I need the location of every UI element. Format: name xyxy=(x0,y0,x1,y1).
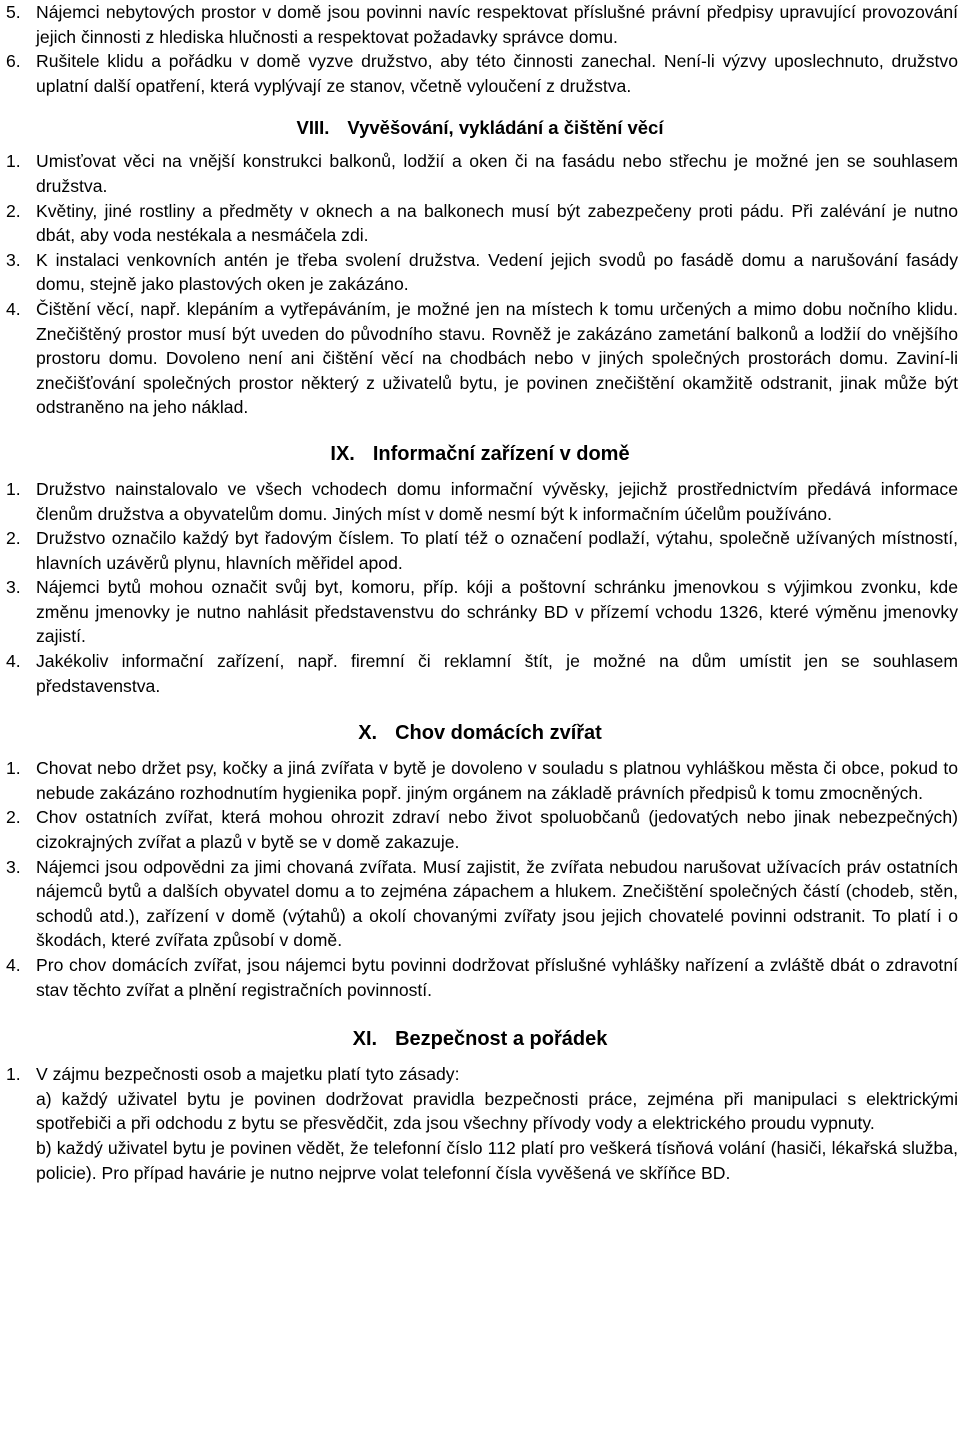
item-text: Družstvo označilo každý byt řadovým číslem. To platí též o označení podlaží, výtahu, společně užívaných místností, hlavních uzávěrů plynu, hlavních měřidel apod. xyxy=(36,528,958,573)
paragraph-item xyxy=(0,953,960,1002)
item-number: 4. xyxy=(6,651,21,672)
item-number: 1. xyxy=(6,478,21,499)
item-text: K instalaci venkovních antén je třeba svolení družstva. Vedení jejich svodů po fasádě domu a narušování fasády domu, stejně jako plastových oken je zakázáno. xyxy=(36,249,958,295)
paragraph-item xyxy=(0,149,960,198)
paragraph-item xyxy=(0,49,960,98)
item-text: Družstvo nainstalovalo ve všech vchodech domu informační vývěsky, jejichž prostřednictvím předává informace členům družstva a obyvatelům domu. Jiných míst v domě nesmí být k informačním účelům používáno. xyxy=(36,478,958,524)
item-text: Chov ostatních zvířat, která mohou ohrozit zdraví nebo život spoluobčanů (jedovatých nebo jinak nebezpečných) cizokrajných zvířat a plazů v bytě se v domě zakazuje. xyxy=(36,807,958,853)
section-heading xyxy=(0,1026,960,1052)
item-number: 3. xyxy=(6,577,21,598)
item-number: 2. xyxy=(6,528,21,549)
section-title: Informační zařízení v domě xyxy=(372,442,630,465)
paragraph-item xyxy=(0,756,960,805)
sub-item-a: a) každý uživatel bytu je povinen dodržovat pravidla bezpečnosti práce, zejména při manipulaci s elektrickými spotřebiči a při odchodu z bytu se přesvědčit, zda jsou všechny přívody vody a elektrického proudu vypnuty. xyxy=(36,1088,958,1134)
item-number: 3. xyxy=(6,249,21,270)
paragraph-item xyxy=(0,575,960,649)
item-text: Rušitele klidu a pořádku v domě vyzve družstvo, aby této činnosti zanechal. Není-li výzvy uposlechnuto, družstvo uplatní další opatření, která vyplývají ze stanov, včetně vyloučení z družstva. xyxy=(36,51,958,96)
item-text: Květiny, jiné rostliny a předměty v oknech a na balkonech musí být zabezpečeny proti pádu. Při zalévání je nutno dbát, aby voda nestékala a nesmáčela zdi. xyxy=(36,200,958,246)
item-number: 3. xyxy=(6,856,21,877)
paragraph-item xyxy=(0,526,960,575)
item-number: 2. xyxy=(6,200,21,221)
section-number: X. xyxy=(358,722,378,745)
section-number: IX. xyxy=(330,442,355,465)
section-heading xyxy=(0,720,960,746)
paragraph-item xyxy=(0,855,960,953)
section-number: XI. xyxy=(352,1028,378,1051)
paragraph-item xyxy=(0,0,960,49)
item-text-block xyxy=(36,1062,958,1185)
paragraph-item xyxy=(0,297,960,420)
item-number: 4. xyxy=(6,955,21,975)
section-number: VIII. xyxy=(296,117,330,139)
item-number: 6. xyxy=(6,51,21,72)
section-heading xyxy=(0,441,960,467)
item-number: 1. xyxy=(6,1064,21,1085)
item-text: Jakékoliv informační zařízení, např. firemní či reklamní štít, je možné na dům umístit jen se souhlasem představenstva. xyxy=(36,651,958,696)
item-number: 1. xyxy=(6,758,21,779)
item-text: Čištění věcí, např. klepáním a vytřepáváním, je možné jen na místech k tomu určených a mimo dobu nočního klidu. Znečištěný prostor musí být uveden do původního stavu. Rovněž je zakázáno zametání balkonů a lodžií do vnějšího prostoru domu. Dovoleno není ani čištění věcí na chodbách nebo v jiných společných prostorách domu. Zaviní-li znečišťování společných prostor některý z uživatelů bytu, je povinen znečištění okamžitě odstranit, jinak může být odstraněno na jeho náklad. xyxy=(36,298,958,418)
item-number: 5. xyxy=(6,2,21,22)
section-title: Bezpečnost a pořádek xyxy=(395,1028,608,1051)
item-text: Nájemci bytů mohou označit svůj byt, komoru, příp. kóji a poštovní schránku jmenovkou s výjimkou zvonku, kde změnu jmenovky je nutno nahlásit představenstvu do schránky BD v přízemí vchodu 1326, které výměnu jmenovky zajistí. xyxy=(36,577,958,647)
item-number: 4. xyxy=(6,298,21,319)
item-text: V zájmu bezpečnosti osob a majetku platí tyto zásady: xyxy=(36,1064,460,1085)
item-text: Chovat nebo držet psy, kočky a jiná zvířata v bytě je dovoleno v souladu s platnou vyhláškou města či obce, pokud to nebude zakázáno rozhodnutím hygienika popř. jiným orgánem na základě právních předpisů k tomu zmocněných. xyxy=(36,758,958,803)
paragraph-item xyxy=(0,1062,960,1185)
section-title: Vyvěšování, vykládání a čištění věcí xyxy=(347,117,664,139)
sub-item-b: b) každý uživatel bytu je povinen vědět, že telefonní číslo 112 platí pro veškerá tísňová volání (hasiči, lékařská služba, policie). Pro případ havárie je nutno nejprve volat telefonní čísla vyvěšená ve skříňce BD. xyxy=(36,1137,958,1183)
paragraph-item xyxy=(0,199,960,248)
section-heading xyxy=(0,115,960,141)
item-text: Nájemci jsou odpovědni za jimi chovaná zvířata. Musí zajistit, že zvířata nebudou narušovat užívacích práv ostatních nájemců bytů a dalších obyvatel domu a to zejména zápachem a hlukem. Znečištění společných částí (chodeb, stěn, schodů atd.), zařízení v domě (výtahů) a okolí chovanými zvířaty jsou jejich chovatelé povinni odstranit. To platí i o škodách, které zvířata způsobí v domě. xyxy=(36,856,958,951)
item-number: 1. xyxy=(6,151,21,172)
item-number: 2. xyxy=(6,807,21,828)
item-text: Umisťovat věci na vnější konstrukci balkonů, lodžií a oken či na fasádu nebo střechu je možné jen se souhlasem družstva. xyxy=(36,151,958,196)
item-text: Nájemci nebytových prostor v domě jsou povinni navíc respektovat příslušné právní předpisy upravující provozování jejich činnosti z hlediska hlučnosti a respektovat požadavky správce domu. xyxy=(36,2,958,47)
paragraph-item xyxy=(0,477,960,526)
paragraph-item xyxy=(0,248,960,297)
paragraph-item xyxy=(0,805,960,854)
item-text: Pro chov domácích zvířat, jsou nájemci bytu povinni dodržovat příslušné vyhlášky nařízení a zvláště dbát o zdravotní stav těchto zvířat a plnění registračních povinností. xyxy=(36,955,958,1000)
paragraph-item xyxy=(0,649,960,698)
section-title: Chov domácích zvířat xyxy=(395,722,602,745)
